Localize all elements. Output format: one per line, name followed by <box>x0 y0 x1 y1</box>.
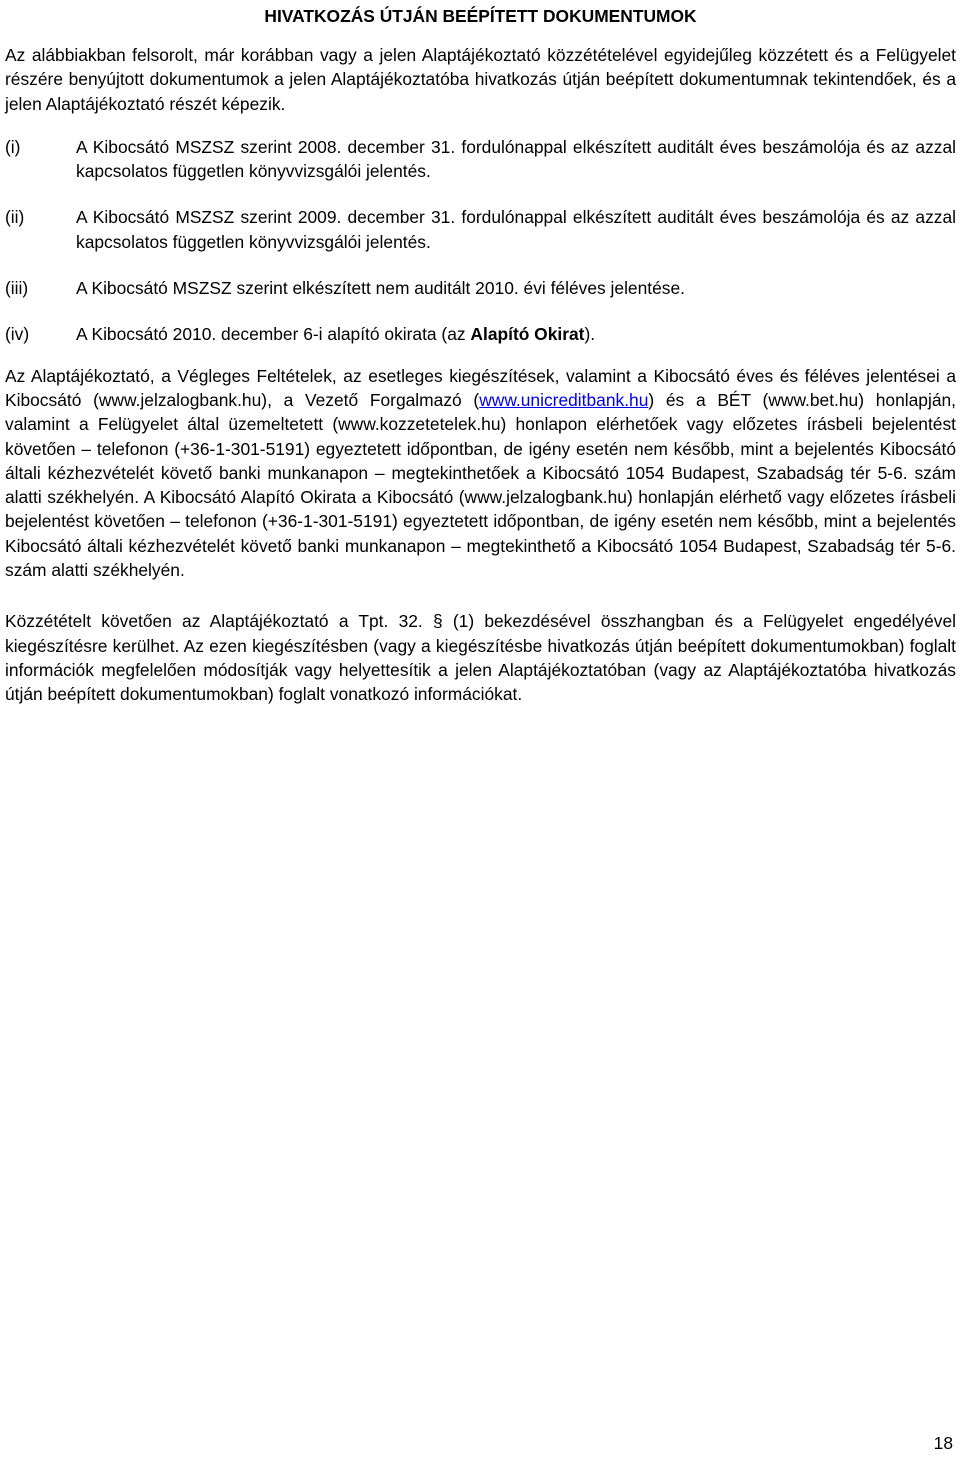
page-number: 18 <box>933 1433 953 1453</box>
list-item-number: (i) <box>5 136 21 157</box>
availability-paragraph <box>5 364 956 583</box>
list-item-text: A Kibocsátó MSZSZ szerint 2008. december 31. fordulónappal elkészített auditált éves beszámolója és az azzal kapcsolatos független könyvvizsgálói jelentés. <box>76 136 956 182</box>
page-title: HIVATKOZÁS ÚTJÁN BEÉPÍTETT DOKUMENTUMOK <box>264 6 697 26</box>
list-item <box>5 135 956 184</box>
supplement-paragraph: Közzétételt követően az Alaptájékoztató a Tpt. 32. § (1) bekezdésével összhangban és a Felügyelet engedélyével kiegészítésre kerülhet. Az ezen kiegészítésben (vagy a kiegészítésbe hivatkozás útján beépített dokumentumokban) foglalt információk megfelelően módosítják vagy helyettesítik a jelen Alaptájékoztatóban (vagy az Alaptájékoztatóba hivatkozás útján beépített dokumentumokban) foglalt vonatkozó információkat. <box>5 611 956 705</box>
list-item-text: A Kibocsátó MSZSZ szerint 2009. december 31. fordulónappal elkészített auditált éves beszámolója és az azzal kapcsolatos független könyvvizsgálói jelentés. <box>76 207 956 252</box>
list-item-text-end: ). <box>584 324 596 345</box>
document-page <box>5 0 956 707</box>
list-item-number: (ii) <box>5 207 25 228</box>
list-item-text-start: A Kibocsátó 2010. december 6-i alapító okirata (az <box>76 324 471 345</box>
availability-text-start: Az Alaptájékoztató, a Végleges Feltételek, az esetleges kiegészítések, valamint a Kibocsátó éves és féléves jelentései a Kibocsátó (www.jelzalogbank.hu), a Vezető Forgalmazó ( <box>5 365 956 410</box>
intro-paragraph: Az alábbiakban felsorolt, már korábban vagy a jelen Alaptájékoztató közzétételével egyidejűleg közzétett és a Felügyelet részére benyújtott dokumentumok a jelen Alaptájékoztatóba hivatkozás útján beépített dokumentumnak tekintendőek, és a jelen Alaptájékoztató részét képezik. <box>5 45 956 114</box>
unicreditbank-link[interactable]: www.unicreditbank.hu <box>479 389 649 410</box>
list-item-number: (iii) <box>5 278 29 299</box>
list-item <box>5 322 956 346</box>
defined-term: Alapító Okirat <box>470 324 585 345</box>
list-item <box>5 276 956 300</box>
list-item-number: (iv) <box>5 324 30 345</box>
list-item-text: A Kibocsátó MSZSZ szerint elkészített nem auditált 2010. évi féléves jelentése. <box>76 278 685 299</box>
availability-text-end: ) és a BÉT (www.bet.hu) honlapján, valamint a Felügyelet által üzemeltetett (www.kozzetetelek.hu) honlapon elérhetőek vagy előzetes írásbeli bejelentést követően – telefonon (+36-1-301-5191) egyeztetett időpontban, de igény esetén nem később, mint a bejelentés Kibocsátó általi kézhezvételét követő banki munkanapon – megtekinthetőek a Kibocsátó 1054 Budapest, Szabadság tér 5-6. szám alatti székhelyén. A Kibocsátó Alapító Okirata a Kibocsátó (www.jelzalogbank.hu) honlapján elérhető vagy előzetes írásbeli bejelentést követően – telefonon (+36-1-301-5191) egyeztetett időpontban, de igény esetén nem később, mint a bejelentés Kibocsátó általi kézhezvételét követő banki munkanapon – megtekinthető a Kibocsátó 1054 Budapest, Szabadság tér 5-6. szám alatti székhelyén. <box>5 389 956 581</box>
document-list <box>5 135 956 347</box>
list-item <box>5 205 956 254</box>
list-item-text <box>76 322 956 346</box>
